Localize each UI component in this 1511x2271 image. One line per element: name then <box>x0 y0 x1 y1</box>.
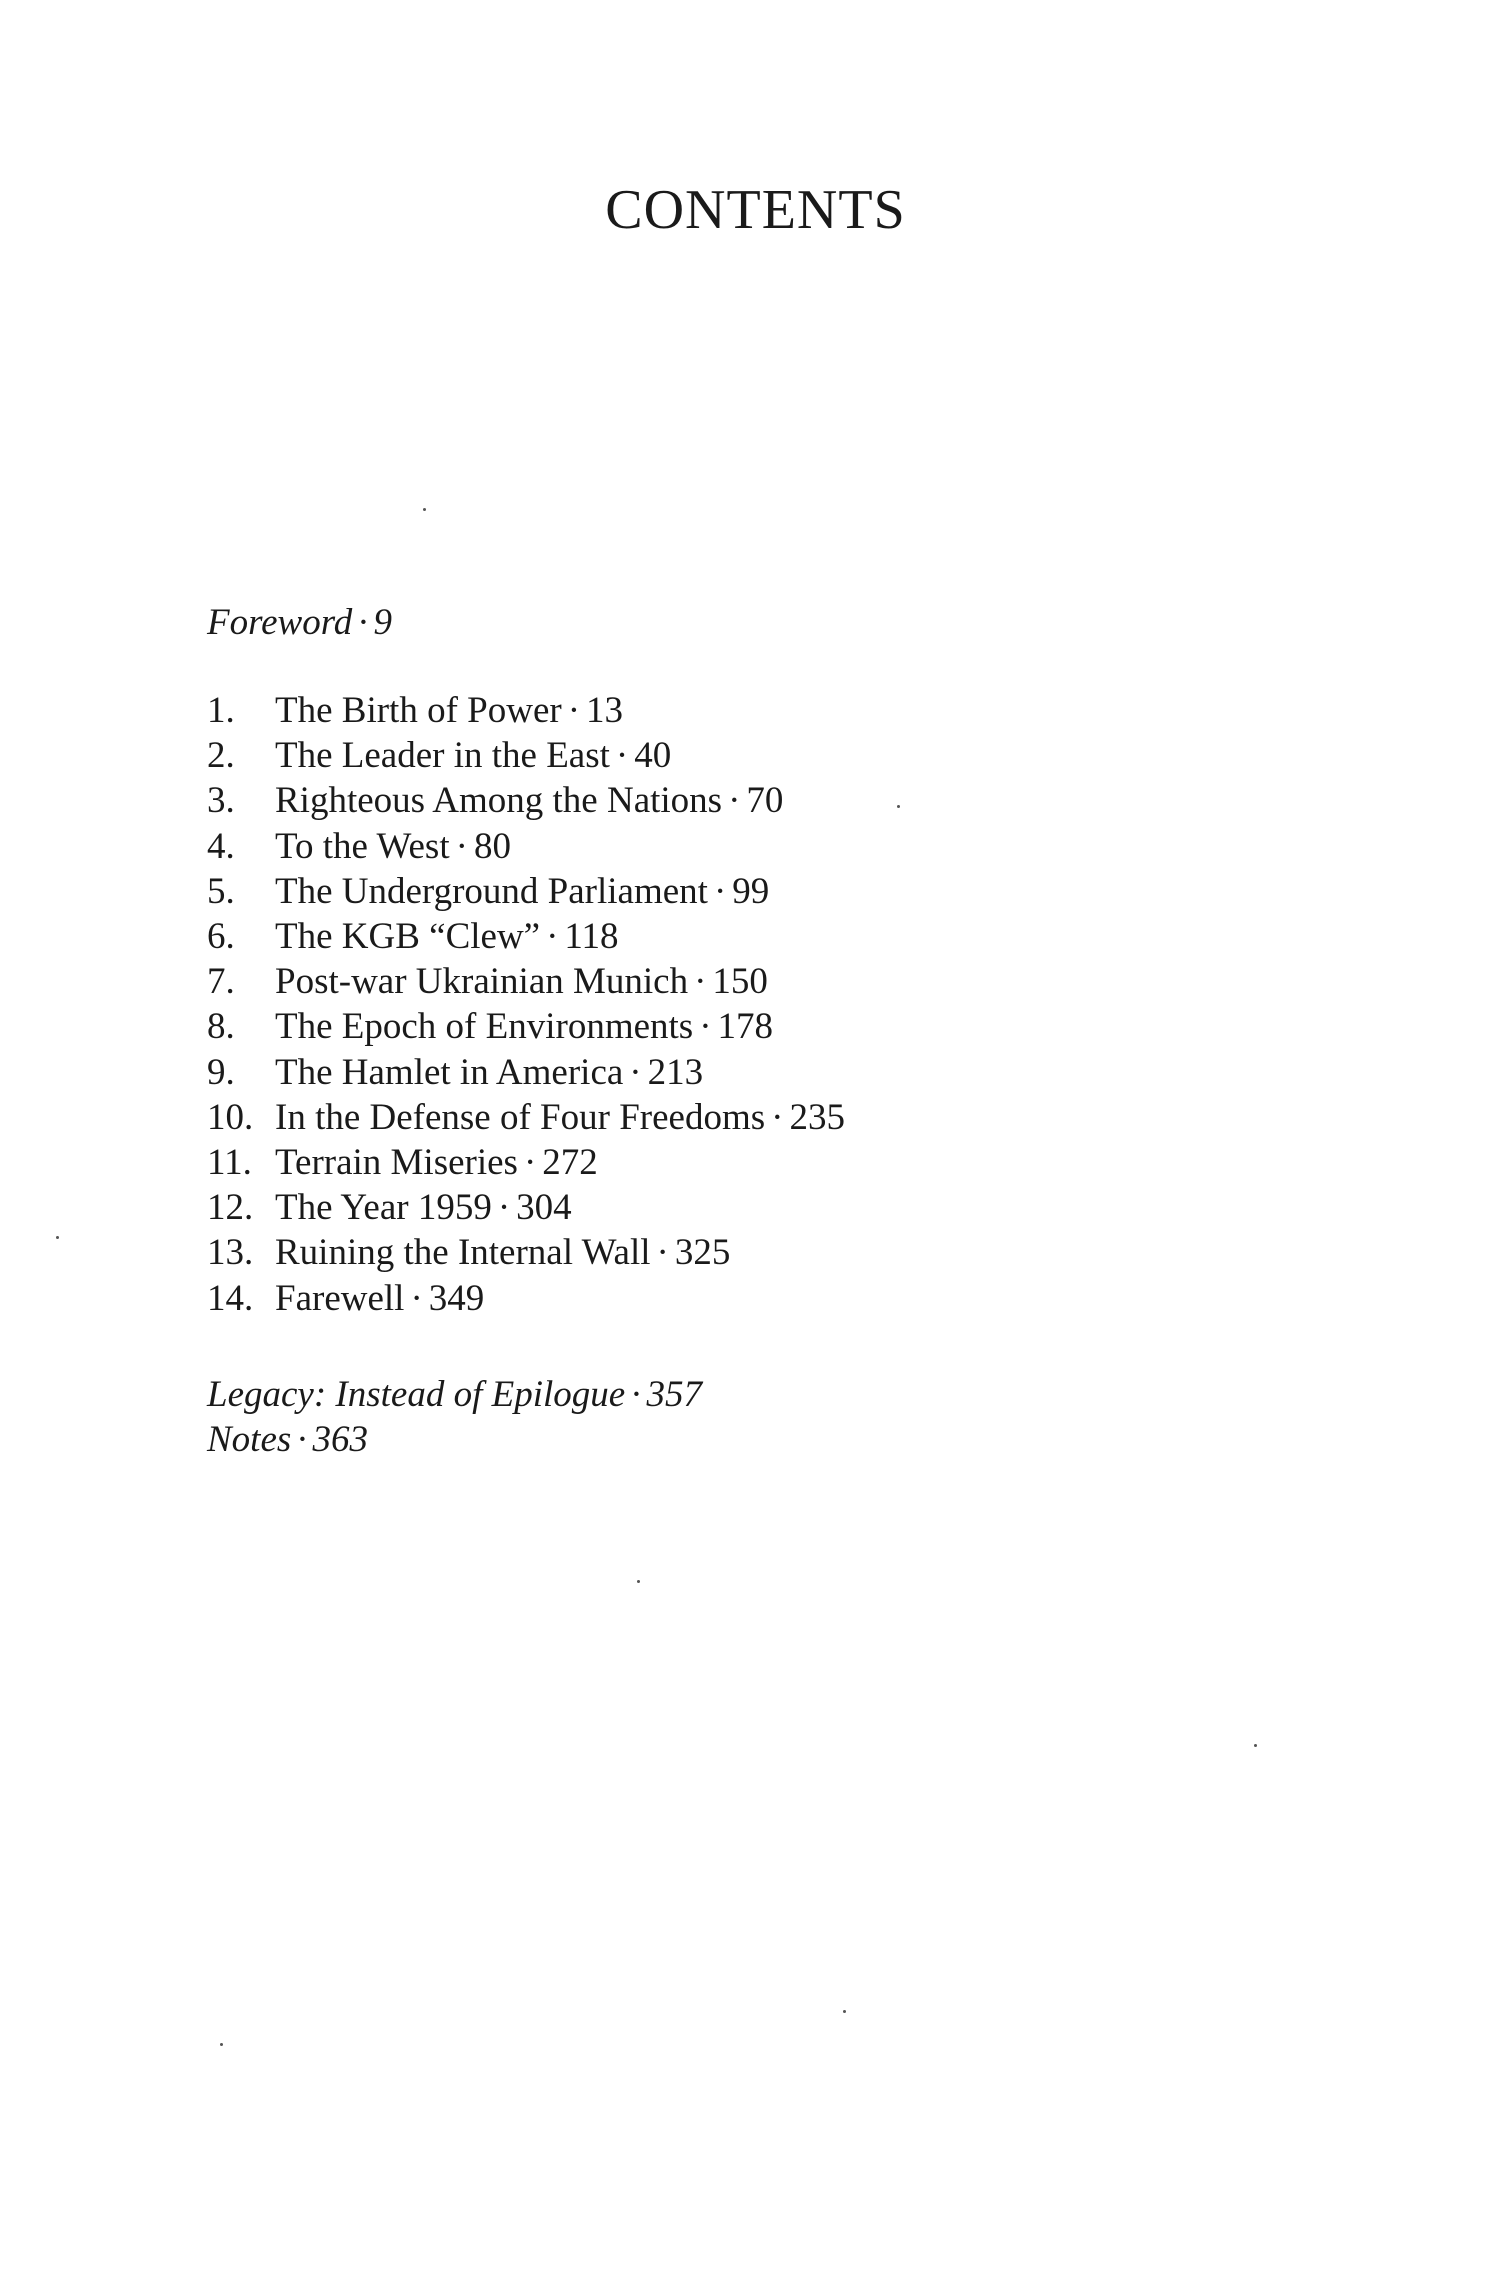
foreword-entry <box>207 600 392 645</box>
separator-dot: · <box>523 1142 537 1184</box>
chapter-number: 1. <box>207 690 235 731</box>
chapter-page: 235 <box>789 1096 845 1138</box>
chapter-number: 8. <box>207 1006 235 1048</box>
chapter-number: 5. <box>207 870 235 912</box>
chapter-title: The Birth of Power <box>275 690 562 731</box>
chapter-number: 9. <box>207 1051 235 1093</box>
chapter-page: 178 <box>717 1006 774 1048</box>
chapter-entry <box>207 1276 845 1321</box>
separator-dot: · <box>455 825 468 867</box>
entry-title: Legacy: Instead of Epilogue <box>207 1374 626 1415</box>
chapter-entry <box>207 1185 845 1230</box>
chapter-number: 3. <box>207 780 235 822</box>
chapter-entry <box>207 959 845 1004</box>
entry-page: 9 <box>373 602 393 643</box>
scan-speck <box>423 508 426 511</box>
chapter-title: Ruining the Internal Wall <box>275 1232 651 1274</box>
separator-dot: · <box>410 1277 423 1319</box>
entry-title: Notes <box>207 1419 292 1460</box>
chapter-number: 2. <box>207 735 235 777</box>
chapter-entry <box>207 1140 845 1185</box>
chapter-entry <box>207 869 845 914</box>
chapter-page: 99 <box>732 870 770 912</box>
chapter-title: The Epoch of Environments <box>275 1006 694 1048</box>
separator-dot: · <box>358 602 368 643</box>
chapter-entry <box>207 914 845 959</box>
front-matter <box>207 600 392 645</box>
chapter-page: 13 <box>586 690 624 731</box>
chapter-title: To the West <box>275 825 450 867</box>
separator-dot: · <box>728 780 741 822</box>
chapter-title: The Underground Parliament <box>275 870 708 912</box>
separator-dot: · <box>615 735 629 777</box>
scan-speck <box>56 1236 59 1239</box>
separator-dot: · <box>546 916 559 958</box>
chapter-number: 11. <box>207 1142 252 1184</box>
separator-dot: · <box>297 1419 307 1460</box>
chapter-title: The Year 1959 <box>275 1187 492 1229</box>
chapter-number: 14. <box>207 1277 254 1319</box>
chapter-list <box>207 688 845 1321</box>
chapter-title: The Hamlet in America <box>275 1051 624 1093</box>
chapter-page: 80 <box>473 825 511 867</box>
scan-speck <box>1254 1744 1257 1747</box>
separator-dot: · <box>713 870 727 912</box>
separator-dot: · <box>771 1096 784 1138</box>
chapter-entry <box>207 1004 845 1049</box>
chapter-entry <box>207 1050 845 1095</box>
separator-dot: · <box>497 1187 511 1229</box>
chapter-number: 10. <box>207 1096 254 1138</box>
separator-dot: · <box>631 1374 641 1415</box>
scan-speck <box>897 805 900 808</box>
scan-speck <box>637 1580 640 1583</box>
chapter-entry <box>207 778 845 823</box>
entry-title: Foreword <box>207 602 353 643</box>
chapter-page: 70 <box>746 780 784 822</box>
page-title: CONTENTS <box>605 179 906 241</box>
chapter-number: 4. <box>207 825 235 867</box>
chapter-title: Farewell <box>275 1277 405 1319</box>
chapter-entry <box>207 1095 845 1140</box>
chapter-title: The Leader in the East <box>275 735 610 777</box>
scan-speck <box>220 2043 223 2046</box>
chapter-title: In the Defense of Four Freedoms <box>275 1096 766 1138</box>
separator-dot: · <box>656 1232 669 1274</box>
chapter-number: 7. <box>207 961 235 1003</box>
chapter-page: 213 <box>647 1051 704 1093</box>
chapter-entry <box>207 824 845 869</box>
separator-dot: · <box>699 1006 712 1048</box>
scan-speck <box>843 2010 846 2013</box>
chapter-page: 272 <box>542 1142 598 1184</box>
chapter-title: Post-war Ukrainian Munich <box>275 961 689 1003</box>
separator-dot: · <box>567 690 581 731</box>
chapter-title: Righteous Among the Nations <box>275 780 723 822</box>
chapter-title: The KGB “Clew” <box>275 916 541 958</box>
entry-page: 363 <box>312 1419 369 1460</box>
chapter-number: 13. <box>207 1232 254 1274</box>
chapter-page: 118 <box>564 916 619 958</box>
chapter-page: 349 <box>428 1277 485 1319</box>
separator-dot: · <box>629 1051 642 1093</box>
chapter-title: Terrain Miseries <box>275 1142 518 1184</box>
chapter-number: 12. <box>207 1187 254 1229</box>
chapter-page: 325 <box>674 1232 731 1274</box>
separator-dot: · <box>694 961 707 1003</box>
entry-page: 357 <box>646 1374 702 1415</box>
chapter-entry <box>207 733 845 778</box>
notes-entry <box>207 1417 702 1462</box>
legacy-entry <box>207 1372 702 1417</box>
chapter-page: 40 <box>634 735 672 777</box>
chapter-page: 304 <box>516 1187 572 1229</box>
chapter-number: 6. <box>207 916 235 958</box>
chapter-entry <box>207 688 845 733</box>
chapter-entry <box>207 1230 845 1275</box>
back-matter <box>207 1372 702 1462</box>
chapter-page: 150 <box>712 961 768 1003</box>
